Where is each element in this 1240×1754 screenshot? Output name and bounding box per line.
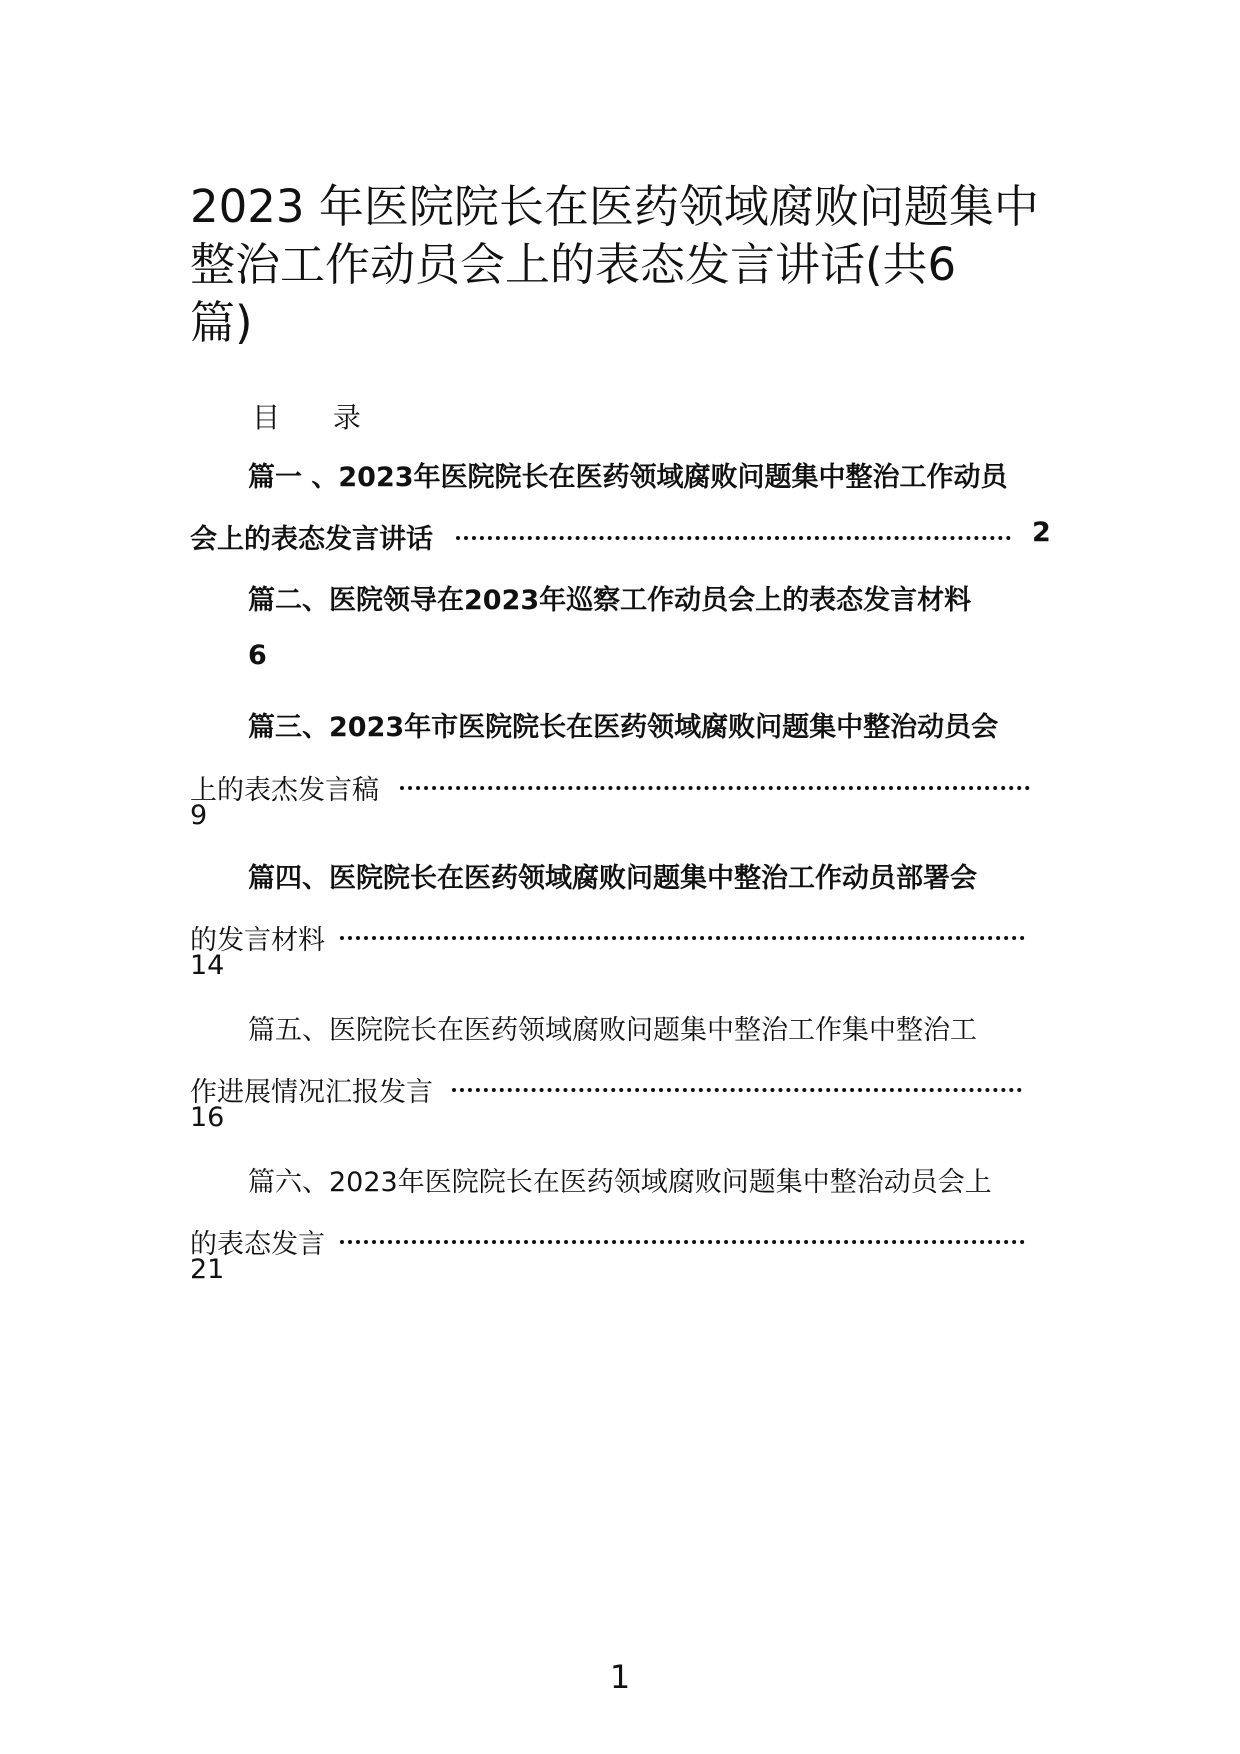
toc-entry-2-line1[interactable]: 篇二、医院领导在2023年巡察工作动员会上的表态发言材料 [248, 585, 972, 616]
toc-page-6[interactable]: 21 [190, 1254, 225, 1285]
toc-entry-5-line2[interactable]: 作进展情况汇报发言 [190, 1077, 433, 1108]
toc-entry-1-line1[interactable]: 篇一 、2023年医院院长在医药领域腐败问题集中整治工作动员 [248, 462, 1008, 493]
toc-leader-3 [400, 786, 1030, 790]
toc-entry-4-line2[interactable]: 的发言材料 [190, 925, 325, 956]
toc-leader-1 [456, 536, 1011, 540]
toc-entry-3-line2[interactable]: 上的表杰发言稿 [190, 775, 379, 806]
title-line-3: 篇) [190, 296, 253, 349]
toc-entry-6-line2[interactable]: 的表态发言 [190, 1229, 325, 1260]
toc-page-1[interactable]: 2 [1032, 517, 1051, 548]
toc-page-4[interactable]: 14 [190, 950, 225, 981]
toc-leader-6 [340, 1240, 1025, 1244]
toc-entry-6-line1[interactable]: 篇六、2023年医院院长在医药领域腐败问题集中整治动员会上 [248, 1167, 992, 1198]
title-line-1: 2023 年医院院长在医药领域腐败问题集中 [190, 180, 1039, 233]
toc-entry-3-line1[interactable]: 篇三、2023年市医院院长在医药领域腐败问题集中整治动员会 [248, 712, 999, 743]
toc-entry-4-line1[interactable]: 篇四、医院院长在医药领域腐败问题集中整治工作动员部署会 [248, 863, 977, 894]
page-number: 1 [609, 1658, 631, 1696]
toc-page-5[interactable]: 16 [190, 1102, 225, 1133]
toc-heading: 目 录 [252, 401, 383, 434]
toc-page-3[interactable]: 9 [190, 800, 208, 831]
toc-leader-4 [340, 936, 1025, 940]
toc-entry-1-line2[interactable]: 会上的表态发言讲话 [190, 524, 433, 555]
toc-leader-5 [452, 1088, 1022, 1092]
toc-page-2[interactable]: 6 [248, 640, 267, 671]
document-title [190, 178, 1090, 352]
toc-entry-5-line1[interactable]: 篇五、医院院长在医药领域腐败问题集中整治工作集中整治工 [248, 1015, 977, 1046]
title-line-2: 整治工作动员会上的表态发言讲话(共6 [190, 238, 957, 291]
